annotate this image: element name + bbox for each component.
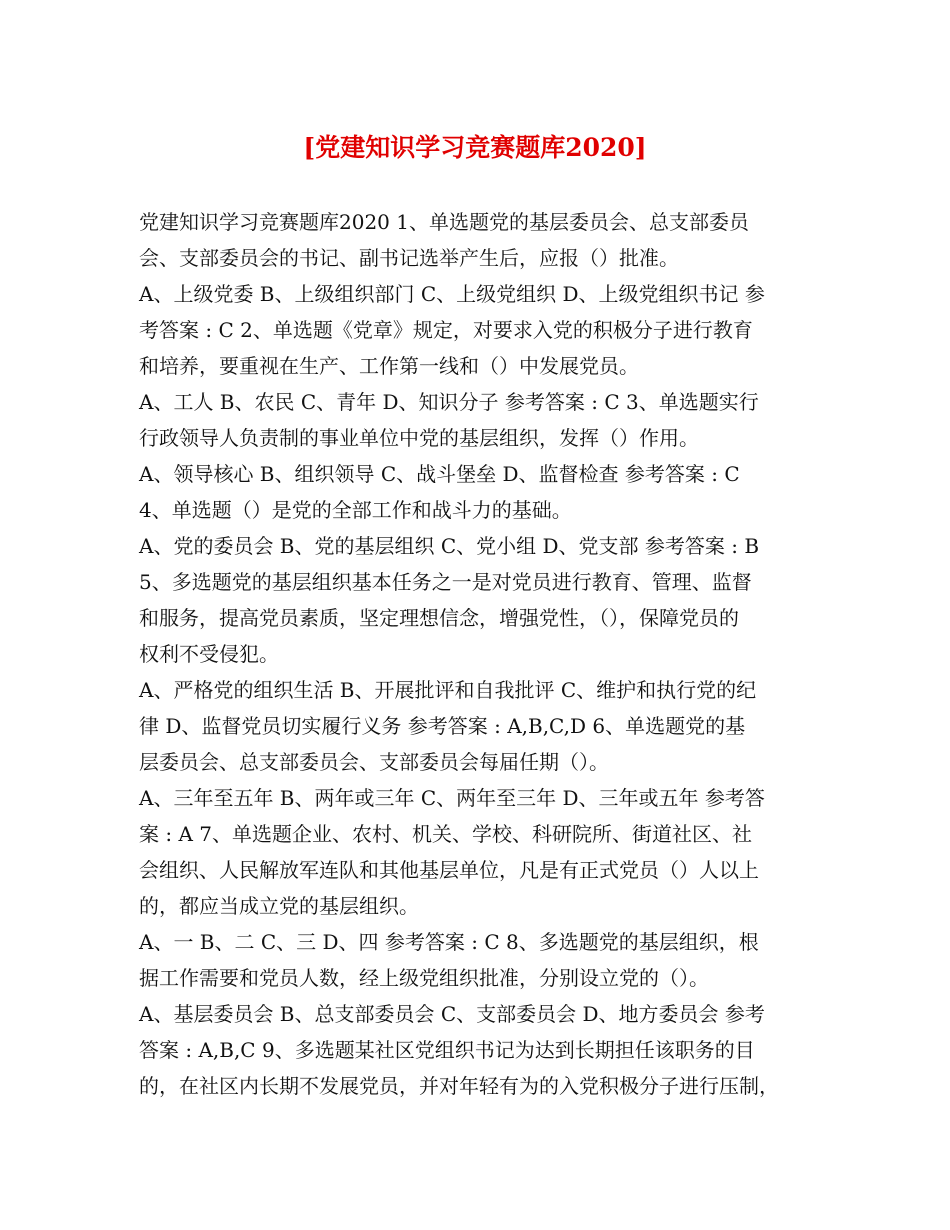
body-line: 答案 : A,B,C 9、多选题某社区党组织书记为达到长期担任该职务的目 [139,1038,755,1062]
body-line: 案 : A 7、单选题企业、农村、机关、学校、科研院所、街道社区、社 [139,822,752,846]
body-line: 会、支部委员会的书记、副书记选举产生后，应报（）批准。 [139,246,679,270]
body-line: A、三年至五年 B、两年或三年 C、两年至三年 D、三年或五年 参考答 [139,786,765,810]
body-line: 会组织、人民解放军连队和其他基层单位，凡是有正式党员（）人以上 [139,858,759,882]
body-line: A、基层委员会 B、总支部委员会 C、支部委员会 D、地方委员会 参考 [139,1002,765,1026]
body-line: A、严格党的组织生活 B、开展批评和自我批评 C、维护和执行党的纪 [139,678,757,702]
document-body [139,204,819,1104]
body-line: A、党的委员会 B、党的基层组织 C、党小组 D、党支部 参考答案 : B [139,534,760,558]
body-line: 4、单选题（）是党的全部工作和战斗力的基础。 [139,498,572,522]
body-line: 的，都应当成立党的基层组织。 [139,894,419,918]
body-line: 据工作需要和党员人数，经上级党组织批准，分别设立党的（）。 [139,966,709,990]
body-line: A、工人 B、农民 C、青年 D、知识分子 参考答案 : C 3、单选题实行 [139,390,759,414]
body-line: 的，在社区内长期不发展党员，并对年轻有为的入党积极分子进行压制， [139,1074,779,1098]
body-line: A、领导核心 B、组织领导 C、战斗堡垒 D、监督检查 参考答案 : C [139,462,740,486]
document-title: [党建知识学习竞赛题库2020] [303,133,647,162]
body-line: 行政领导人负责制的事业单位中党的基层组织，发挥（）作用。 [139,426,699,450]
body-line: 5、多选题党的基层组织基本任务之一是对党员进行教育、管理、监督 [139,570,752,594]
body-line: 党建知识学习竞赛题库2020 1、单选题党的基层委员会、总支部委员 [139,210,749,234]
body-line: 考答案 : C 2、单选题《党章》规定，对要求入党的积极分子进行教育 [139,318,753,342]
body-line: 层委员会、总支部委员会、支部委员会每届任期（）。 [139,750,609,774]
body-line: A、一 B、二 C、三 D、四 参考答案 : C 8、多选题党的基层组织，根 [139,930,759,954]
body-line: 和服务，提高党员素质，坚定理想信念，增强党性，（），保障党员的 [139,606,739,630]
body-line: A、上级党委 B、上级组织部门 C、上级党组织 D、上级党组织书记 参 [139,282,765,306]
body-line: 律 D、监督党员切实履行义务 参考答案 : A,B,C,D 6、单选题党的基 [139,714,746,738]
body-line: 权利不受侵犯。 [139,642,279,666]
body-line: 和培养，要重视在生产、工作第一线和（）中发展党员。 [139,354,639,378]
